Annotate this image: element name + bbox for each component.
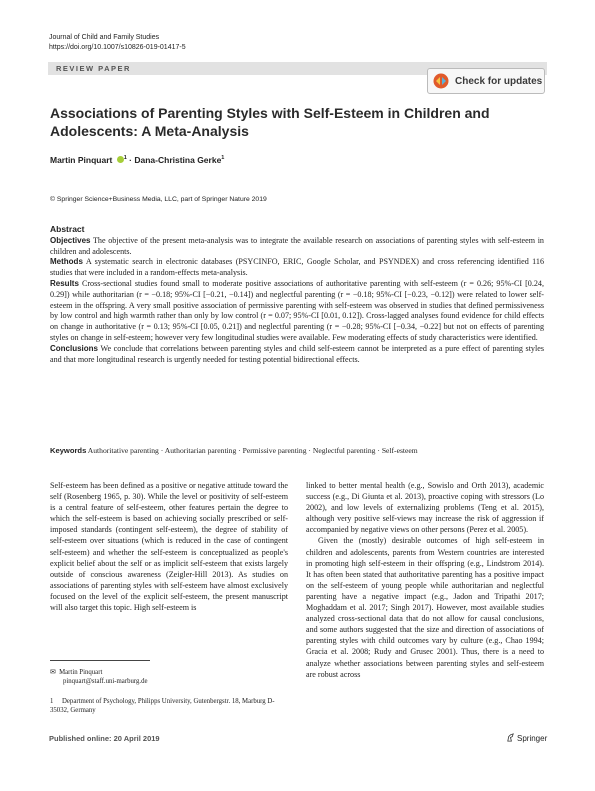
keywords-label: Keywords — [50, 446, 87, 455]
mail-icon: ✉ — [50, 669, 56, 676]
keyword: Neglectful parenting — [312, 446, 376, 455]
correspondence-email[interactable]: pinquart@staff.uni-marburg.de — [63, 678, 148, 685]
publisher-name: Springer — [517, 734, 548, 743]
author-affil-sup: 1 — [221, 155, 225, 162]
check-updates-button[interactable] — [427, 68, 545, 94]
abstract-objectives: Objectives The objective of the present meta-analysis was to integrate the available research on associations of parenting styles with self-esteem in children and adolescents. — [50, 235, 544, 256]
author-separator: · — [129, 155, 132, 165]
abstract-conclusions: Conclusions We conclude that correlations between parenting styles and child self-esteem cannot be interpreted as a pure effect of parenting styles and that more longitudinal research is urgently needed for testing potential bidirectional effects. — [50, 343, 544, 364]
publisher-logo — [506, 733, 547, 743]
affiliation-block — [50, 697, 288, 715]
springer-horse-icon — [506, 733, 515, 742]
correspondence-block — [50, 668, 148, 686]
keyword: Permissive parenting — [242, 446, 307, 455]
keyword: Authoritative parenting — [87, 446, 159, 455]
body-column-left — [50, 480, 288, 613]
author-name[interactable]: Dana-Christina Gerke — [134, 155, 222, 165]
copyright-notice: © Springer Science+Business Media, LLC, part of Springer Nature 2019 — [50, 196, 267, 203]
keyword: Authoritarian parenting — [164, 446, 237, 455]
keyword: Self-esteem — [381, 446, 418, 455]
journal-header — [49, 33, 186, 52]
correspondence-name: Martin Pinquart — [59, 669, 103, 676]
author-name[interactable]: Martin Pinquart — [50, 155, 113, 165]
body-column-right — [306, 480, 544, 680]
abstract-heading: Abstract — [50, 224, 85, 234]
abstract-results: Results Cross-sectional studies found small to moderate positive associations of authoritative parenting with self-esteem (r = 0.26; 95%-CI [0.24, 0.29]) while authoritarian (r = −0.18; 95%-CI [−0.21, −0.14]) and neglectful parenting (r = −0.18; 95%-CI [−0.23, −0.12]) were related to lower self-esteem in the offspring. A very small positive association of permissive parenting with self-esteem was observed in studies that defined permissiveness by low control and high warmth rather than only by low control (r = 0.07; 95%-CI [0.01, 0.12]). Cross-lagged analyses found evidence for child effects on change in authoritative (r = 0.13; 95%-CI [0.05, 0.21]) and neglectful parenting (r = −0.28; 95%-CI [−0.34, −0.22] but not on effects of parenting styles on change in self-esteem; however very few longitudinal studies were available. Few moderating effects of study characteristics were identified. — [50, 278, 544, 342]
author-affil-sup: 1 — [123, 155, 127, 162]
body-paragraph: Given the (mostly) desirable outcomes of high self-esteem in children and adolescents, parents from Western countries are interested in promoting high self-esteem in their offspring (e.g., Lindstrom 2014). It has often been stated that authoritative parenting has a positive impact on the self-esteem of young people while authoritarian and neglectful parenting have a negative impact (e.g., Jadon and Tripathi 2017; Moghaddam et al. 2017; Singh 2017). However, most available studies analyzed cross-sectional data that do not allow for causal conclusions, and some authors suggested that the size and direction of associations of parenting styles with child outcomes vary by culture (e.g., Chao 1994; Gracia et al. 2008; Rudy and Grusec 2001). Thus, there is a need to analyze whether associations between parenting styles and self-esteem are robust across — [306, 536, 544, 679]
published-date: Published online: 20 April 2019 — [49, 734, 160, 743]
author-list — [50, 155, 224, 165]
abstract-methods: Methods A systematic search in electronic databases (PSYCINFO, ERIC, Google Scholar, and PSYNDEX) and cross referencing identified 116 studies that were included in a random-effects meta-analysis. — [50, 257, 545, 278]
affiliation-sup: 1 — [50, 698, 54, 705]
footnote-rule — [50, 660, 150, 661]
check-updates-label: Check for updates — [455, 75, 543, 87]
abstract-block — [50, 224, 544, 365]
section-label: REVIEW PAPER — [56, 64, 131, 73]
orcid-icon[interactable] — [117, 156, 124, 163]
body-paragraph: linked to better mental health (e.g., Sowislo and Orth 2013), academic success (e.g., Di Giunta et al. 2013), proactive coping with stressors (Lo 2002), and low levels of externalizing problems (Teng et al. 2015), although very positive self-views may increase the risk of aggression if accompanied by negative views on other persons (Perez et al. 2005). — [306, 481, 544, 535]
article-title: Associations of Parenting Styles with Self-Esteem in Children and Adolescents: A Meta-Analysis — [50, 105, 490, 139]
crossmark-icon — [433, 73, 449, 89]
affiliation-text: Department of Psychology, Philipps University, Gutenbergstr. 18, Marburg D-35032, Germany — [50, 698, 275, 714]
body-paragraph: Self-esteem has been defined as a positive or negative attitude toward the self (Rosenberg 1965, p. 30). While the level or positivity of self-esteem is a central feature of self-esteem, other features pertain the degree to which the self-esteem is based on achieving socially prescribed or self-imposed standards (contingent self-esteem), the degree of stability of self-esteem over situations (which is reduced in the case of contingent self-esteem) and whether the self-esteem is conceptualized as people's explicit belief about the self or as implicit self-esteem that exists largely outside of conscious awareness (Zeigler-Hill 2013). As studies on associations of parenting styles with self-esteem have almost exclusively focused on the level of the explicit self-esteem, the present manuscript will also target this topic. High self-esteem is — [50, 481, 288, 613]
journal-name: Journal of Child and Family Studies — [49, 34, 160, 41]
keywords-line: Keywords Authoritative parenting · Authoritarian parenting · Permissive parenting · Neglectful parenting · Self-esteem — [50, 446, 418, 455]
journal-doi[interactable]: https://doi.org/10.1007/s10826-019-01417-5 — [49, 43, 186, 51]
